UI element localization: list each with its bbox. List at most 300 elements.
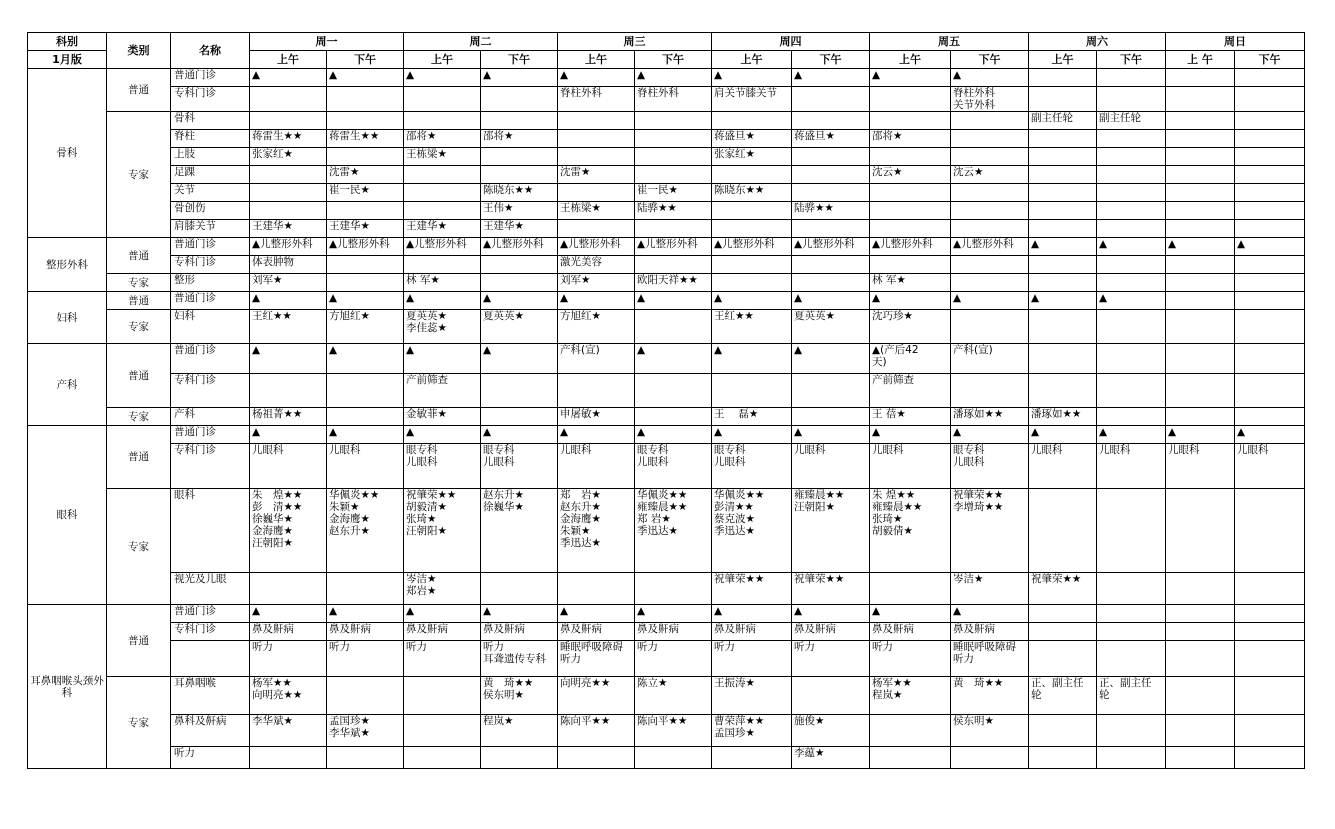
schedule-cell [1166,87,1235,112]
schedule-cell [250,374,327,408]
schedule-cell: ▲儿整形外科 [635,238,712,256]
schedule-cell: 刘军★ [250,274,327,292]
schedule-cell: 儿眼科 [1029,444,1097,489]
schedule-cell: 向明亮★★ [558,677,635,715]
schedule-cell: ▲儿整形外科 [327,238,404,256]
schedule-row [28,112,1305,130]
schedule-cell: ▲ [635,69,712,87]
schedule-cell [1166,202,1235,220]
schedule-cell: ▲ [635,344,712,374]
schedule-cell: 刘军★ [558,274,635,292]
schedule-cell [712,256,792,274]
schedule-cell [1235,202,1305,220]
schedule-cell [635,130,712,148]
day-header: 周五 [870,33,1029,51]
schedule-cell [1166,184,1235,202]
schedule-cell [635,374,712,408]
schedule-cell: 蒋雷生★★ [250,130,327,148]
schedule-cell [1235,408,1305,426]
schedule-cell: 鼻及鼾病 [327,623,404,641]
schedule-cell: ▲ [870,426,951,444]
schedule-cell: 脊柱外科 [558,87,635,112]
schedule-cell: 沈雷★ [327,166,404,184]
schedule-cell: ▲ [1097,238,1166,256]
schedule-cell: 祝肇荣★★ [712,573,792,605]
schedule-cell [792,166,870,184]
schedule-cell: 曹荣萍★★ 孟国珍★ [712,715,792,747]
schedule-cell [712,274,792,292]
schedule-cell [951,202,1029,220]
schedule-cell: ▲ [792,605,870,623]
schedule-cell [1166,573,1235,605]
schedule-cell: 方旭红★ [327,310,404,344]
schedule-cell [1166,220,1235,238]
schedule-cell [951,184,1029,202]
schedule-cell: 潘琢如★★ [951,408,1029,426]
schedule-cell [870,573,951,605]
clinic-name-cell: 肩膝关节 [171,220,250,238]
half-day-header: 下午 [635,51,712,69]
schedule-cell [1235,623,1305,641]
schedule-cell [1029,374,1097,408]
schedule-cell: 陈立★ [635,677,712,715]
schedule-cell: 王建华★ [327,220,404,238]
schedule-cell [1166,344,1235,374]
schedule-cell: 林 军★ [870,274,951,292]
schedule-cell [1166,310,1235,344]
schedule-cell: ▲ [327,344,404,374]
schedule-cell: 王 磊★ [712,408,792,426]
schedule-cell: ▲儿整形外科 [951,238,1029,256]
schedule-cell: ▲儿整形外科 [792,238,870,256]
schedule-cell: ▲ [951,426,1029,444]
schedule-cell: 鼻及鼾病 [558,623,635,641]
schedule-cell [481,87,558,112]
schedule-cell: ▲儿整形外科 [870,238,951,256]
month-version-label: 1月版 [28,51,107,69]
schedule-cell: ▲儿整形外科 [558,238,635,256]
schedule-cell [1029,87,1097,112]
schedule-cell: 陈晓东★★ [481,184,558,202]
schedule-cell: 王红★★ [712,310,792,344]
schedule-cell [635,148,712,166]
schedule-cell: 黄 琦★★ 侯东明★ [481,677,558,715]
schedule-cell: 沈雷★ [558,166,635,184]
schedule-cell [792,374,870,408]
schedule-cell [712,202,792,220]
schedule-cell: 王红★★ [250,310,327,344]
schedule-cell: ▲ [792,292,870,310]
schedule-cell [635,166,712,184]
half-day-header: 上午 [1029,51,1097,69]
schedule-cell: 听力 [870,641,951,677]
schedule-cell [1097,623,1166,641]
schedule-cell [870,112,951,130]
schedule-cell [1166,408,1235,426]
schedule-cell: 睡眠呼吸障碍 听力 [951,641,1029,677]
schedule-cell: ▲ [558,605,635,623]
schedule-cell: 鼻及鼾病 [404,623,481,641]
schedule-row [28,374,1305,408]
schedule-cell: 邵将★ [481,130,558,148]
schedule-row [28,444,1305,489]
schedule-cell: ▲ [250,426,327,444]
schedule-cell [635,310,712,344]
schedule-cell: 方旭红★ [558,310,635,344]
schedule-cell [792,220,870,238]
schedule-cell: 林 军★ [404,274,481,292]
schedule-row [28,489,1305,573]
schedule-cell [870,715,951,747]
schedule-cell [1235,292,1305,310]
schedule-cell: ▲ [327,292,404,310]
schedule-cell: 鼻及鼾病 [635,623,712,641]
schedule-row [28,605,1305,623]
schedule-cell [1166,69,1235,87]
schedule-cell [792,677,870,715]
schedule-cell [635,573,712,605]
schedule-cell [1235,87,1305,112]
schedule-cell: 正、副主任 轮 [1029,677,1097,715]
schedule-cell [1166,623,1235,641]
schedule-cell [792,87,870,112]
schedule-cell: 岑洁★ 郑岩★ [404,573,481,605]
schedule-cell: 邵将★ [870,130,951,148]
clinic-name-cell: 上肢 [171,148,250,166]
schedule-cell: 陈向平★★ [558,715,635,747]
schedule-cell [951,112,1029,130]
schedule-cell [1166,489,1235,573]
schedule-cell: ▲ [481,292,558,310]
schedule-cell: 王伟★ [481,202,558,220]
schedule-cell: ▲ [404,344,481,374]
clinic-name-cell: 耳鼻咽喉 [171,677,250,715]
schedule-cell [1097,374,1166,408]
schedule-cell: 蒋盛旦★ [792,130,870,148]
schedule-cell [327,87,404,112]
schedule-cell: 儿眼科 [558,444,635,489]
schedule-cell [1166,715,1235,747]
schedule-cell [792,148,870,166]
schedule-cell: 蒋盛旦★ [712,130,792,148]
schedule-cell [1029,489,1097,573]
schedule-cell: ▲ [327,69,404,87]
schedule-cell: 产科(宣) [558,344,635,374]
department-cell: 产科 [28,344,107,426]
schedule-cell [712,747,792,769]
half-day-header: 下午 [327,51,404,69]
schedule-cell: 眼专科 儿眼科 [404,444,481,489]
schedule-cell: 产前筛查 [404,374,481,408]
schedule-cell: 儿眼科 [250,444,327,489]
schedule-cell [327,148,404,166]
schedule-cell [1097,344,1166,374]
schedule-cell: 雍臻晨★★ 汪朝阳★ [792,489,870,573]
schedule-cell [1166,256,1235,274]
department-cell: 整形外科 [28,238,107,292]
day-header: 周二 [404,33,558,51]
schedule-cell [1235,677,1305,715]
schedule-cell [250,747,327,769]
schedule-cell: ▲ [712,605,792,623]
schedule-cell [1097,489,1166,573]
schedule-cell: ▲ [870,292,951,310]
schedule-cell: 李华斌★ [250,715,327,747]
schedule-cell [481,148,558,166]
schedule-cell: ▲ [250,69,327,87]
clinic-name-cell: 普通门诊 [171,238,250,256]
schedule-cell: 眼专科 儿眼科 [635,444,712,489]
schedule-cell: 崔一民★ [635,184,712,202]
schedule-cell: 眼专科 儿眼科 [712,444,792,489]
schedule-cell [404,112,481,130]
schedule-row [28,69,1305,87]
schedule-cell: ▲ [1029,426,1097,444]
schedule-cell: ▲ [1097,292,1166,310]
schedule-cell: 华佩炎★★ 朱颖★ 金海鹰★ 赵东升★ [327,489,404,573]
schedule-cell: 夏英英★ 李佳蕊★ [404,310,481,344]
schedule-cell [1166,641,1235,677]
schedule-cell [870,202,951,220]
schedule-row [28,220,1305,238]
clinic-name-cell: 眼科 [171,489,250,573]
half-day-header: 上午 [870,51,951,69]
schedule-cell [1029,184,1097,202]
schedule-cell [1029,274,1097,292]
clinic-name-cell: 普通门诊 [171,426,250,444]
category-cell: 普通 [107,69,171,112]
schedule-row [28,238,1305,256]
clinic-name-cell: 专科门诊 [171,374,250,408]
department-cell: 骨科 [28,69,107,238]
schedule-cell: 产科(宣) [951,344,1029,374]
schedule-cell: ▲(产后42 天) [870,344,951,374]
schedule-cell [792,112,870,130]
schedule-cell: ▲ [792,69,870,87]
schedule-cell [1097,715,1166,747]
schedule-cell [558,747,635,769]
schedule-cell [870,747,951,769]
schedule-cell [635,220,712,238]
schedule-cell: 施俊★ [792,715,870,747]
schedule-cell: 王振涛★ [712,677,792,715]
clinic-name-cell: 普通门诊 [171,605,250,623]
half-day-header: 下午 [1097,51,1166,69]
clinic-name-cell [171,641,250,677]
schedule-cell [1166,274,1235,292]
schedule-cell: ▲ [250,605,327,623]
schedule-row [28,130,1305,148]
schedule-cell: ▲儿整形外科 [481,238,558,256]
schedule-cell: 张家红★ [712,148,792,166]
schedule-cell [481,374,558,408]
schedule-cell [951,747,1029,769]
department-cell: 耳鼻咽喉头颈外科 [28,605,107,769]
schedule-cell [951,220,1029,238]
schedule-cell: 鼻及鼾病 [250,623,327,641]
schedule-cell: 张家红★ [250,148,327,166]
schedule-cell [481,166,558,184]
schedule-cell: 祝肇荣★★ [1029,573,1097,605]
schedule-cell: 王栋梁★ [558,202,635,220]
schedule-cell: 岑洁★ [951,573,1029,605]
category-cell: 普通 [107,605,171,677]
category-cell: 普通 [107,292,171,310]
schedule-cell [1235,374,1305,408]
clinic-name-cell: 关节 [171,184,250,202]
schedule-row [28,715,1305,747]
schedule-cell: ▲ [558,69,635,87]
schedule-cell: 朱 煌★★ 彭 清★★ 徐巍华★ 金海鹰★ 汪朝阳★ [250,489,327,573]
schedule-cell: 程岚★ [481,715,558,747]
day-header: 周一 [250,33,404,51]
schedule-cell: 夏英英★ [481,310,558,344]
schedule-cell [1235,489,1305,573]
schedule-cell: 华佩炎★★ 雍臻晨★★ 郑 岩★ 季迅达★ [635,489,712,573]
schedule-cell [404,202,481,220]
schedule-cell [1029,166,1097,184]
schedule-cell: ▲ [404,69,481,87]
schedule-cell: 沈云★ [870,166,951,184]
schedule-cell: 潘琢如★★ [1029,408,1097,426]
schedule-cell: 赵东升★ 徐巍华★ [481,489,558,573]
schedule-cell [870,220,951,238]
schedule-cell [951,148,1029,166]
schedule-cell: 听力 耳聋遗传专科 [481,641,558,677]
half-day-header: 上午 [250,51,327,69]
schedule-cell: ▲ [712,426,792,444]
schedule-cell: ▲ [792,426,870,444]
schedule-cell [1166,130,1235,148]
schedule-cell [1029,605,1097,623]
half-day-header: 上 午 [1166,51,1235,69]
schedule-row [28,256,1305,274]
schedule-cell: ▲ [712,292,792,310]
schedule-cell: ▲儿整形外科 [250,238,327,256]
day-header: 周四 [712,33,870,51]
clinic-name-cell: 普通门诊 [171,69,250,87]
schedule-cell: 孟国珍★ 李华斌★ [327,715,404,747]
schedule-cell: ▲ [951,605,1029,623]
schedule-cell: 陆骅★★ [792,202,870,220]
schedule-cell: 脊柱外科 关节外科 [951,87,1029,112]
schedule-cell: 沈巧珍★ [870,310,951,344]
category-cell: 专家 [107,408,171,426]
schedule-cell [250,184,327,202]
schedule-row [28,408,1305,426]
clinic-name-cell: 普通门诊 [171,292,250,310]
schedule-cell: ▲ [1029,292,1097,310]
category-cell: 普通 [107,238,171,274]
schedule-cell [327,677,404,715]
schedule-cell [1166,166,1235,184]
schedule-cell: ▲ [327,605,404,623]
department-cell: 眼科 [28,426,107,605]
clinic-name-cell: 足踝 [171,166,250,184]
schedule-cell [1166,374,1235,408]
schedule-cell [327,408,404,426]
category-cell: 普通 [107,426,171,489]
clinic-name-cell: 视光及儿眼 [171,573,250,605]
schedule-cell [1029,310,1097,344]
schedule-cell: ▲ [1235,426,1305,444]
schedule-cell [1097,87,1166,112]
schedule-cell [1235,256,1305,274]
schedule-cell [1235,274,1305,292]
schedule-cell: 听力 [327,641,404,677]
schedule-cell: 祝肇荣★★ 胡毅清★ 张琦★ 汪朝阳★ [404,489,481,573]
schedule-cell: ▲ [951,69,1029,87]
schedule-cell [250,87,327,112]
schedule-cell [1097,184,1166,202]
schedule-row [28,87,1305,112]
schedule-cell [870,256,951,274]
schedule-cell [1097,69,1166,87]
schedule-cell: ▲ [481,344,558,374]
schedule-cell: 正、副主任 轮 [1097,677,1166,715]
schedule-cell [481,573,558,605]
schedule-cell: 儿眼科 [1235,444,1305,489]
half-day-header: 下午 [792,51,870,69]
schedule-cell: ▲ [870,69,951,87]
schedule-cell [1029,130,1097,148]
schedule-cell [1029,256,1097,274]
schedule-cell: 李蕴★ [792,747,870,769]
schedule-cell [951,274,1029,292]
schedule-cell: 申屠敏★ [558,408,635,426]
category-cell: 专家 [107,489,171,605]
schedule-cell: 听力 [404,641,481,677]
schedule-cell [1235,112,1305,130]
schedule-cell: ▲ [635,426,712,444]
schedule-cell [951,374,1029,408]
schedule-cell [951,256,1029,274]
clinic-name-cell: 专科门诊 [171,87,250,112]
schedule-cell [1235,715,1305,747]
schedule-cell: ▲ [635,292,712,310]
schedule-cell: 杨祖菁★★ [250,408,327,426]
schedule-cell: 邵将★ [404,130,481,148]
schedule-cell: 王建华★ [250,220,327,238]
schedule-cell: 鼻及鼾病 [792,623,870,641]
schedule-cell [712,220,792,238]
schedule-cell [1097,256,1166,274]
schedule-cell [250,573,327,605]
schedule-cell: ▲ [558,426,635,444]
clinic-name-cell: 普通门诊 [171,344,250,374]
schedule-cell: 肩关节膝关节 [712,87,792,112]
schedule-cell: 金敏菲★ [404,408,481,426]
schedule-cell: ▲ [712,344,792,374]
schedule-cell [1097,641,1166,677]
schedule-cell [558,374,635,408]
category-cell: 专家 [107,677,171,769]
schedule-cell [558,573,635,605]
schedule-cell: 脊柱外科 [635,87,712,112]
schedule-cell: ▲ [404,292,481,310]
schedule-cell: 欧阳天祥★★ [635,274,712,292]
schedule-cell [1235,641,1305,677]
schedule-cell [1029,344,1097,374]
schedule-cell: 陈向平★★ [635,715,712,747]
schedule-cell [635,112,712,130]
day-header: 周六 [1029,33,1166,51]
day-header: 周日 [1166,33,1305,51]
schedule-cell [481,408,558,426]
schedule-cell [712,112,792,130]
schedule-cell: 眼专科 儿眼科 [481,444,558,489]
schedule-row [28,344,1305,374]
